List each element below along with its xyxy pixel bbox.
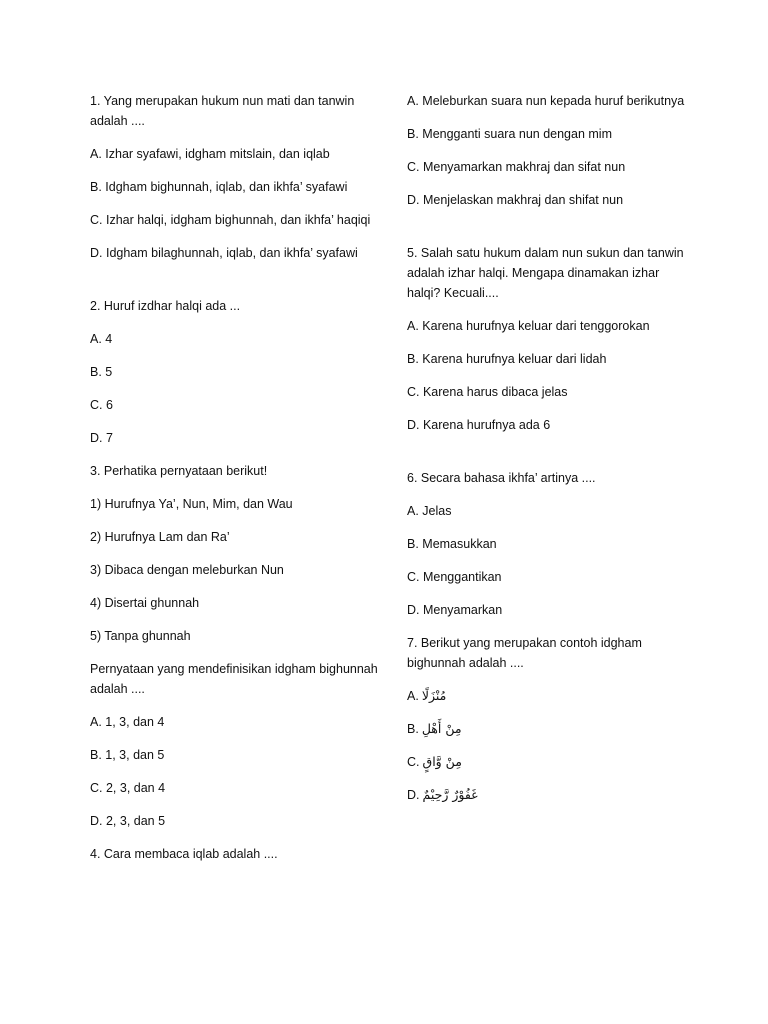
arabic-text: مِنْ أَهْلِ	[421, 721, 462, 736]
question-3-option-b: B. 1, 3, dan 5	[90, 748, 165, 762]
question-3-statement-4: 4) Disertai ghunnah	[90, 596, 200, 610]
question-3-statement-3: 3) Dibaca dengan meleburkan Nun	[90, 563, 284, 577]
option-letter: C.	[407, 755, 420, 769]
question-1-option-a: A. Izhar syafawi, idgham mitslain, dan iqlab	[90, 147, 330, 161]
question-4-option-a: A. Meleburkan suara nun kepada huruf berikutnya	[407, 94, 685, 108]
question-1-option-b: B. Idgham bighunnah, iqlab, dan ikhfa’ syafawi	[90, 180, 348, 194]
question-3-prompt: Pernyataan yang mendefinisikan idgham bighunnah adalah ....	[90, 662, 378, 696]
arabic-text: مُنْزَلًا	[421, 688, 447, 703]
question-5-option-a: A. Karena hurufnya keluar dari tenggorokan	[407, 319, 650, 333]
question-1-option-c: C. Izhar halqi, idgham bighunnah, dan ikhfa’ haqiqi	[90, 213, 371, 227]
question-3: 3. Perhatika pernyataan berikut!	[90, 464, 268, 478]
arabic-text: مِنْ وَّاقٍ	[422, 754, 462, 769]
question-6-option-c: C. Menggantikan	[407, 570, 502, 584]
option-letter: A.	[407, 689, 419, 703]
question-6-option-d: D. Menyamarkan	[407, 603, 503, 617]
question-5-option-c: C. Karena harus dibaca jelas	[407, 385, 568, 399]
question-2-option-d: D. 7	[90, 431, 113, 445]
arabic-text: غَفُوْرٌ رَّحِيْمٌ	[422, 787, 478, 802]
question-7-option-d	[407, 785, 687, 805]
question-4: 4. Cara membaca iqlab adalah ....	[90, 847, 278, 861]
question-5-option-d: D. Karena hurufnya ada 6	[407, 418, 551, 432]
question-1: 1. Yang merupakan hukum nun mati dan tanwin adalah ....	[90, 94, 355, 128]
question-3-statement-5: 5) Tanpa ghunnah	[90, 629, 191, 643]
question-5: 5. Salah satu hukum dalam nun sukun dan tanwin adalah izhar halqi. Mengapa dinamakan izhar halqi? Kecuali....	[407, 246, 684, 300]
question-3-option-a: A. 1, 3, dan 4	[90, 715, 165, 729]
question-7-option-a	[407, 686, 687, 706]
left-column	[90, 91, 380, 877]
question-7-option-b	[407, 719, 687, 739]
question-6-option-b: B. Memasukkan	[407, 537, 497, 551]
right-column	[407, 91, 687, 818]
option-letter: B.	[407, 722, 419, 736]
question-2: 2. Huruf izdhar halqi ada ...	[90, 299, 241, 313]
question-1-option-d: D. Idgham bilaghunnah, iqlab, dan ikhfa’ syafawi	[90, 246, 358, 260]
question-2-option-a: A. 4	[90, 332, 113, 346]
question-7-option-c	[407, 752, 687, 772]
question-4-option-b: B. Mengganti suara nun dengan mim	[407, 127, 612, 141]
option-letter: D.	[407, 788, 420, 802]
question-2-option-c: C. 6	[90, 398, 113, 412]
question-2-option-b: B. 5	[90, 365, 113, 379]
question-4-option-c: C. Menyamarkan makhraj dan sifat nun	[407, 160, 626, 174]
question-6: 6. Secara bahasa ikhfa’ artinya ....	[407, 471, 596, 485]
question-3-option-c: C. 2, 3, dan 4	[90, 781, 166, 795]
question-3-option-d: D. 2, 3, dan 5	[90, 814, 166, 828]
question-4-option-d: D. Menjelaskan makhraj dan shifat nun	[407, 193, 624, 207]
question-6-option-a: A. Jelas	[407, 504, 452, 518]
question-7: 7. Berikut yang merupakan contoh idgham bighunnah adalah ....	[407, 636, 642, 670]
question-5-option-b: B. Karena hurufnya keluar dari lidah	[407, 352, 607, 366]
question-3-statement-1: 1) Hurufnya Ya’, Nun, Mim, dan Wau	[90, 497, 293, 511]
question-3-statement-2: 2) Hurufnya Lam dan Ra’	[90, 530, 230, 544]
